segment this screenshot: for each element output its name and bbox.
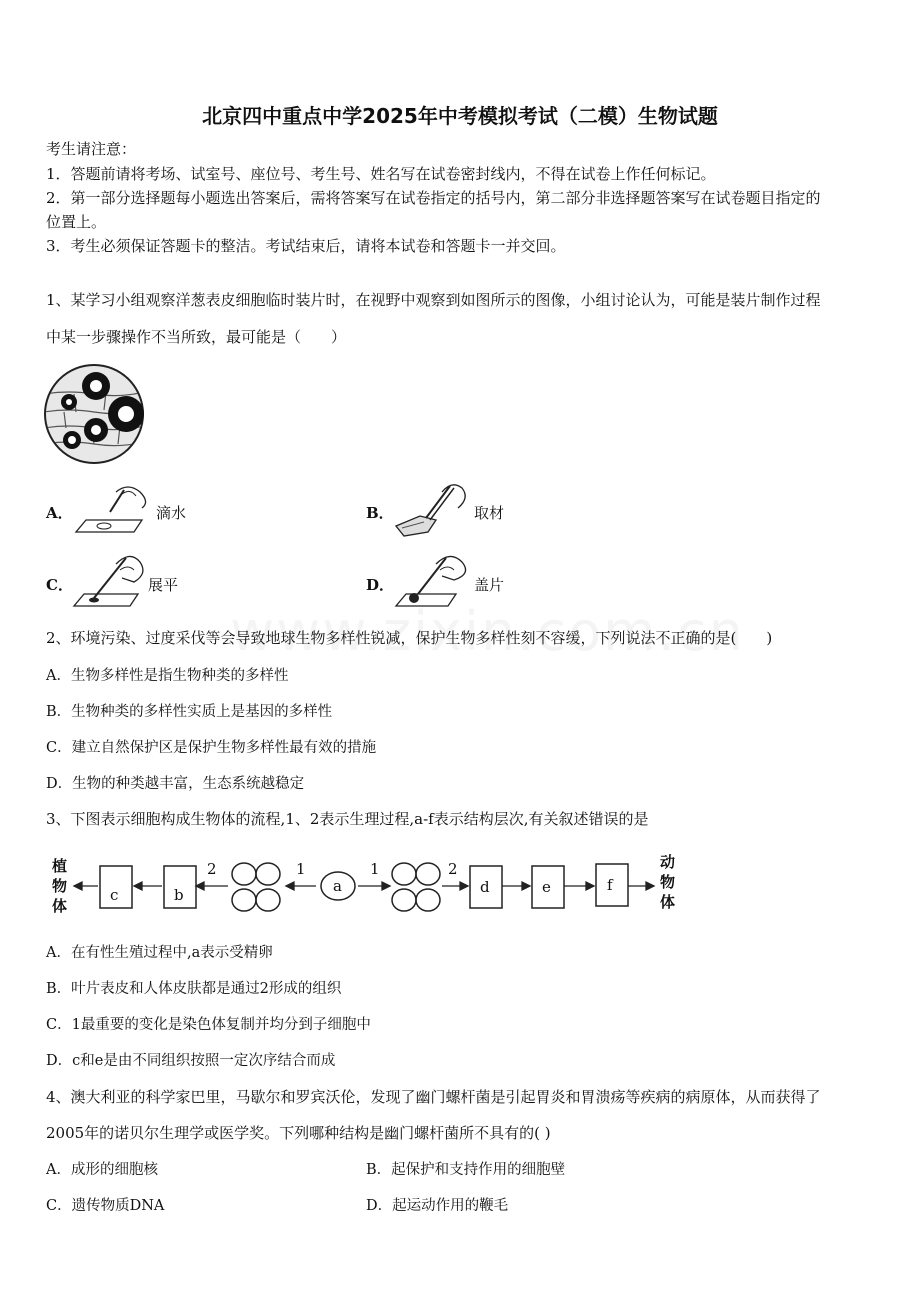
circle-a: a	[333, 877, 342, 895]
box-e: e	[542, 878, 551, 896]
plant-body-label: 植 物 体	[52, 857, 68, 915]
q2-stem: 2、环境污染、过度采伐等会导致地球生物多样性锐减，保护生物多样性刻不容缓，下列说法不正确的是( )	[46, 629, 773, 647]
page-title: 北京四中重点中学2025年中考模拟考试（二模）生物试题	[202, 104, 718, 128]
notice-item-1: 1．答题前请将考场、试室号、座位号、考生号、姓名写在试卷密封线内，不得在试卷上作任何标记。	[46, 165, 716, 183]
q3-option-c: C．1最重要的变化是染色体复制并均分到子细胞中	[46, 1017, 371, 1033]
box-c: c	[110, 886, 119, 904]
q3-option-d: D．c和e是由不同组织按照一定次序结合而成	[46, 1053, 336, 1069]
q4-stem-line2: 2005年的诺贝尔生理学或医学奖。下列哪种结构是幽门螺杆菌所不具有的( )	[46, 1124, 551, 1142]
q4-option-a: A．成形的细胞核	[46, 1162, 158, 1178]
coverslip-icon	[392, 550, 474, 612]
flow-arrows	[0, 846, 920, 926]
q2-option-d: D．生物的种类越丰富，生态系统越稳定	[46, 776, 305, 792]
notice-item-3: 3．考生必须保证答题卡的整洁。考试结束后，请将本试卷和答题卡一并交回。	[46, 237, 566, 255]
q1-option-d-letter: D．	[366, 576, 395, 594]
q1-option-a-text: 滴水	[156, 504, 187, 522]
q1-option-b-text: 取材	[474, 504, 505, 522]
dropper-icon	[72, 482, 154, 538]
box-f: f	[607, 876, 613, 894]
q4-stem-line1: 4、澳大利亚的科学家巴里，马歇尔和罗宾沃伦，发现了幽门螺杆菌是引起胃炎和胃溃疡等疾病的病原体，从而获得了	[46, 1088, 821, 1106]
q3-option-a: A．在有性生殖过程中,a表示受精卵	[46, 945, 273, 961]
q4-option-b: B．起保护和支持作用的细胞壁	[366, 1162, 566, 1178]
microscope-view-figure	[44, 364, 148, 466]
q1-option-b-letter: B．	[366, 504, 394, 522]
q4-option-d: D．起运动作用的鞭毛	[366, 1198, 509, 1214]
animal-body-label: 动 物 体	[660, 853, 676, 911]
notice-item-2: 2．第一部分选择题每小题选出答案后，需将答案写在试卷指定的括号内，第二部分非选择题答案写在试卷题目指定的	[46, 189, 821, 207]
process-label-1-left: 1	[296, 860, 306, 878]
process-label-2-right: 2	[448, 860, 458, 878]
q1-stem-line2: 中某一步骤操作不当所致，最可能是（ ）	[46, 328, 347, 346]
tweezers-icon	[390, 478, 472, 538]
notice-item-2-cont: 位置上。	[46, 213, 107, 231]
q2-option-c: C．建立自然保护区是保护生物多样性最有效的措施	[46, 740, 377, 756]
process-label-1-right: 1	[370, 860, 380, 878]
q1-option-c-text: 展平	[148, 576, 179, 594]
box-b: b	[174, 886, 184, 904]
q3-stem: 3、下图表示细胞构成生物体的流程,1、2表示生理过程,a-f表示结构层次,有关叙述错误的是	[46, 810, 649, 828]
q1-option-c-letter: C．	[46, 576, 73, 594]
q1-option-d-text: 盖片	[474, 576, 505, 594]
cell-flow-diagram	[0, 846, 920, 926]
process-label-2-left: 2	[207, 860, 217, 878]
needle-spreading-icon	[70, 550, 152, 612]
notice-heading: 考生请注意：	[46, 140, 137, 158]
box-d: d	[480, 878, 490, 896]
q4-option-c: C．遗传物质DNA	[46, 1198, 165, 1214]
q3-option-b: B．叶片表皮和人体皮肤都是通过2形成的组织	[46, 981, 342, 997]
q1-option-a-letter: A．	[46, 504, 73, 522]
q1-stem-line1: 1、某学习小组观察洋葱表皮细胞临时装片时，在视野中观察到如图所示的图像，小组讨论认为，可能是装片制作过程	[46, 291, 821, 309]
q2-option-b: B．生物种类的多样性实质上是基因的多样性	[46, 704, 333, 720]
q2-option-a: A．生物多样性是指生物种类的多样性	[46, 668, 289, 684]
